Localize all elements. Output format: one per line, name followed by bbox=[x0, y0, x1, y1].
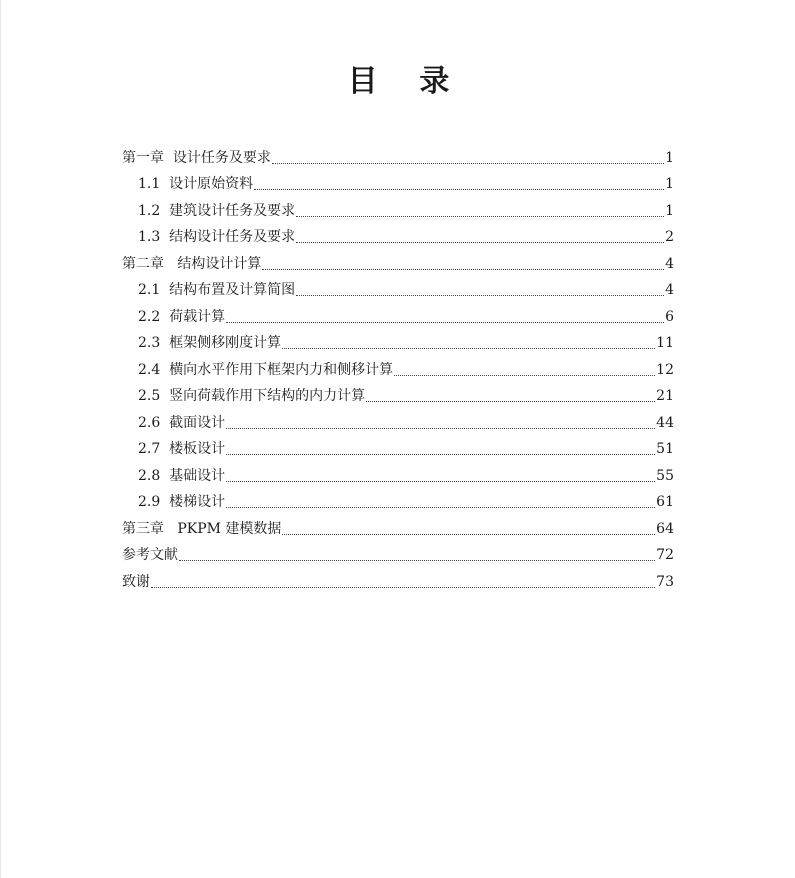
toc-dot-leader bbox=[151, 587, 655, 588]
toc-dot-leader bbox=[226, 454, 655, 455]
toc-entry-label: 2.9 楼梯设计 bbox=[138, 494, 226, 510]
toc-entry[interactable] bbox=[122, 273, 674, 300]
toc-dot-leader bbox=[226, 428, 655, 429]
toc-entry-label: 1.1 设计原始资料 bbox=[138, 176, 254, 192]
toc-entry-label: 2.3 框架侧移刚度计算 bbox=[138, 335, 282, 351]
toc-dot-leader bbox=[226, 322, 664, 323]
toc-dot-leader bbox=[262, 269, 664, 270]
toc-entry[interactable] bbox=[122, 538, 674, 565]
toc-entry[interactable] bbox=[122, 246, 674, 273]
toc-entry-label: 参考文献 bbox=[122, 547, 178, 563]
toc-entry-label: 第二章 结构设计计算 bbox=[122, 255, 262, 272]
toc-entry-page-number: 72 bbox=[656, 547, 674, 563]
toc-dot-leader bbox=[282, 534, 655, 535]
toc-entry-page-number: 21 bbox=[656, 388, 674, 404]
toc-dot-leader bbox=[296, 242, 664, 243]
toc-dot-leader bbox=[296, 216, 664, 217]
toc-entry-page-number: 55 bbox=[656, 467, 674, 484]
toc-entry-page-number: 1 bbox=[665, 176, 674, 192]
toc-entry-page-number: 6 bbox=[665, 308, 674, 325]
table-of-contents bbox=[122, 140, 674, 591]
toc-entry-label: 第三章 PKPM 建模数据 bbox=[122, 520, 282, 537]
toc-entry-label: 2.1 结构布置及计算简图 bbox=[138, 282, 296, 298]
toc-entry-page-number: 51 bbox=[656, 441, 674, 457]
toc-entry[interactable] bbox=[122, 140, 674, 167]
toc-entry-label: 2.4 横向水平作用下框架内力和侧移计算 bbox=[138, 361, 394, 378]
toc-entry-label: 第一章 设计任务及要求 bbox=[122, 149, 271, 166]
toc-entry-page-number: 64 bbox=[656, 520, 674, 537]
toc-entry-label: 2.7 楼板设计 bbox=[138, 441, 226, 457]
toc-entry[interactable] bbox=[122, 485, 674, 512]
toc-entry-label: 2.5 竖向荷载作用下结构的内力计算 bbox=[138, 388, 366, 404]
toc-dot-leader bbox=[226, 481, 655, 482]
toc-dot-leader bbox=[394, 375, 655, 376]
toc-entry-page-number: 61 bbox=[656, 494, 674, 510]
toc-entry-page-number: 44 bbox=[656, 414, 674, 431]
toc-entry-label: 2.8 基础设计 bbox=[138, 467, 226, 484]
toc-entry-page-number: 1 bbox=[665, 202, 674, 219]
toc-entry[interactable] bbox=[122, 511, 674, 538]
toc-entry-label: 2.6 截面设计 bbox=[138, 414, 226, 431]
toc-entry-page-number: 73 bbox=[656, 573, 674, 590]
toc-entry-label: 1.3 结构设计任务及要求 bbox=[138, 229, 296, 245]
toc-dot-leader bbox=[254, 189, 664, 190]
toc-entry[interactable] bbox=[122, 379, 674, 406]
toc-entry[interactable] bbox=[122, 352, 674, 379]
toc-entry-page-number: 12 bbox=[656, 361, 674, 378]
toc-entry[interactable] bbox=[122, 405, 674, 432]
toc-entry-page-number: 1 bbox=[665, 149, 674, 166]
toc-entry-label: 2.2 荷载计算 bbox=[138, 308, 226, 325]
toc-entry-page-number: 11 bbox=[656, 335, 674, 351]
toc-entry[interactable] bbox=[122, 326, 674, 353]
toc-entry-page-number: 4 bbox=[665, 255, 674, 272]
toc-entry-page-number: 2 bbox=[665, 229, 674, 245]
toc-dot-leader bbox=[226, 507, 655, 508]
toc-entry-page-number: 4 bbox=[665, 282, 674, 298]
toc-dot-leader bbox=[282, 348, 655, 349]
toc-entry[interactable] bbox=[122, 458, 674, 485]
toc-dot-leader bbox=[296, 295, 664, 296]
toc-title: 目 录 bbox=[347, 64, 450, 99]
toc-dot-leader bbox=[366, 401, 655, 402]
toc-entry[interactable] bbox=[122, 299, 674, 326]
toc-entry-label: 致谢 bbox=[122, 573, 150, 590]
toc-dot-leader bbox=[179, 560, 655, 561]
toc-entry[interactable] bbox=[122, 193, 674, 220]
toc-entry[interactable] bbox=[122, 220, 674, 247]
toc-entry[interactable] bbox=[122, 564, 674, 591]
toc-entry[interactable] bbox=[122, 167, 674, 194]
toc-dot-leader bbox=[272, 163, 664, 164]
toc-entry[interactable] bbox=[122, 432, 674, 459]
toc-entry-label: 1.2 建筑设计任务及要求 bbox=[138, 202, 296, 219]
